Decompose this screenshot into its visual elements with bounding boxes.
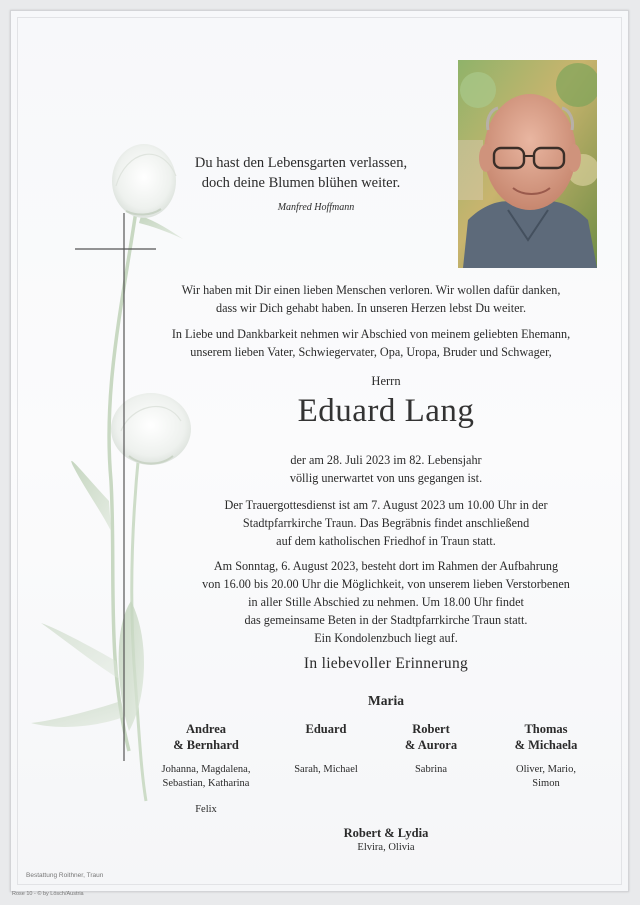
family-1-children (146, 763, 266, 817)
family-3 (376, 721, 486, 753)
salutation: Herrn (371, 374, 401, 388)
viewing-line1: Am Sonntag, 6. August 2023, besteht dort im Rahmen der Aufbahrung (213, 559, 559, 573)
portrait-image (458, 60, 597, 268)
verse-line-2: doch deine Blumen blühen weiter. (201, 175, 401, 191)
widow-name: Maria (368, 693, 404, 708)
death-info (211, 451, 561, 487)
family-1-kids-line1: Johanna, Magdalena, (161, 764, 251, 775)
death-line1: der am 28. Juli 2023 im 82. Lebensjahr (290, 453, 482, 467)
intro-p2-line1: In Liebe und Dankbarkeit nehmen wir Abschied von meinem geliebten Ehemann, (171, 327, 571, 341)
family-1-name-line1: Andrea (185, 722, 227, 736)
family-3-name-line2: & Aurora (404, 738, 458, 752)
siblings (311, 825, 461, 855)
undertaker-credit: Bestattung Roithner, Traun (26, 872, 104, 879)
siblings-names: Robert & Lydia (343, 826, 429, 840)
intro-p1-line2: dass wir Dich gehabt haben. In unseren Herzen lebst Du weiter. (215, 301, 526, 315)
intro-paragraph-1 (161, 281, 581, 317)
funeral-line2: Stadtpfarrkirche Traun. Das Begräbnis findet anschließend (242, 516, 530, 530)
family-3-kids-line1: Sabrina (414, 764, 448, 775)
family-4-kids-line2: Simon (532, 778, 560, 789)
viewing-line4: das gemeinsame Beten in der Stadtpfarrkirche Traun statt. (244, 613, 528, 627)
siblings-children: Elvira, Olivia (357, 842, 415, 853)
family-3-children (371, 763, 491, 777)
verse-line-1: Du hast den Lebensgarten verlassen, (194, 155, 408, 171)
family-4-name-line1: Thomas (524, 722, 568, 736)
verse-author: Manfred Hoffmann (277, 202, 355, 213)
funeral-line1: Der Trauergottesdienst ist am 7. August 2023 um 10.00 Uhr in der (224, 498, 548, 512)
intro-p1-line1: Wir haben mit Dir einen lieben Menschen verloren. Wir wollen dafür danken, (181, 283, 561, 297)
portrait-photo (458, 60, 597, 268)
family-1 (151, 721, 261, 753)
verse (166, 153, 436, 193)
design-credit: Rose 10 - © by Lösch/Austria (12, 891, 84, 897)
family-2-children (266, 763, 386, 777)
family-4-name-line2: & Michaela (514, 738, 578, 752)
family-1-grandchild: Felix (195, 804, 217, 815)
family-4 (491, 721, 601, 753)
viewing-info (161, 557, 611, 647)
intro-p2-line2: unserem lieben Vater, Schwiegervater, Opa, Uropa, Bruder und Schwager, (190, 345, 552, 359)
funeral-info (181, 496, 591, 550)
viewing-line2: von 16.00 bis 20.00 Uhr die Möglichkeit, von unserem lieben Verstorbenen (202, 577, 570, 591)
viewing-line3: in aller Stille Abschied zu nehmen. Um 18.00 Uhr findet (248, 595, 524, 609)
family-1-name-line2: & Bernhard (173, 738, 239, 752)
family-2-kids-line1: Sarah, Michael (294, 764, 358, 775)
family-2-name-line1: Eduard (305, 722, 347, 736)
deceased-name: Eduard Lang (297, 393, 475, 429)
intro-paragraph-2 (161, 325, 581, 361)
family-2 (271, 721, 381, 737)
family-3-name-line1: Robert (412, 722, 450, 736)
family-4-children (486, 763, 606, 791)
rose-cross-illustration (11, 11, 211, 891)
funeral-line3: auf dem katholischen Friedhof in Traun statt. (276, 534, 496, 548)
death-line2: völlig unerwartet von uns gegangen ist. (289, 471, 483, 485)
family-1-kids-line2: Sebastian, Katharina (162, 778, 250, 789)
obituary-card (10, 10, 629, 892)
condolence-book-note: Ein Kondolenzbuch liegt auf. (314, 631, 458, 645)
memory-heading: In liebevoller Erinnerung (303, 655, 469, 672)
family-4-kids-line1: Oliver, Mario, (516, 764, 576, 775)
